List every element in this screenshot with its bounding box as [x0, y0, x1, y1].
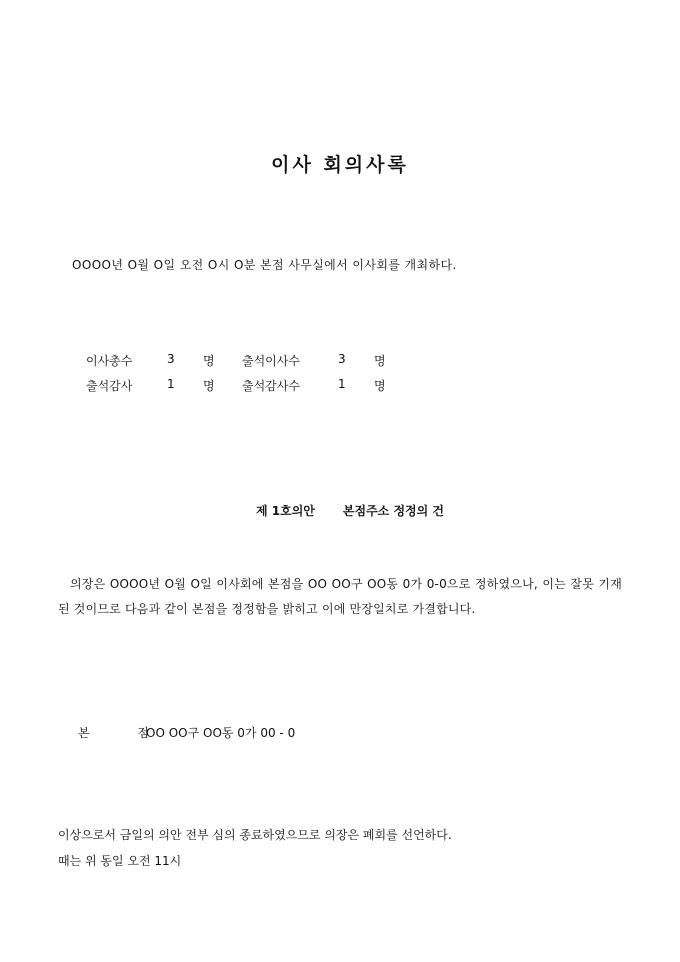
headquarters-label: 본 점	[78, 726, 171, 740]
agenda-body: 의장은 OOOO년 O월 O일 이사회에 본점을 OO OO구 OO동 0가 0-0으로 정하였으나, 이는 잘못 기재된 것이므로 다음과 같이 본점을 정정함을 밝히고 이에 만장일치로 가결합니다.	[58, 577, 622, 616]
attendance-label: 출석이사수	[242, 354, 300, 368]
attendance-unit: 명	[374, 354, 386, 368]
attendance-row	[0, 377, 680, 402]
closing-statement	[58, 822, 452, 874]
headquarters-address: OO OO구 OO동 0가 00 - 0	[146, 726, 296, 740]
attendance-value: 3	[167, 352, 175, 366]
attendance-value: 1	[338, 377, 346, 391]
closing-line: 이상으로서 금일의 의안 전부 심의 종료하였으므로 의장은 폐회를 선언하다.	[58, 828, 452, 842]
attendance-unit: 명	[203, 379, 215, 393]
attendance-row	[0, 352, 680, 377]
agenda-heading	[0, 502, 680, 519]
attendance-unit: 명	[374, 379, 386, 393]
attendance-label: 이사총수	[86, 354, 133, 368]
attendance-value: 3	[338, 352, 346, 366]
headquarters-line	[78, 724, 295, 741]
attendance-value: 1	[167, 377, 175, 391]
attendance-table	[0, 352, 680, 402]
closing-time: 때는 위 동일 오전 11시	[58, 854, 182, 868]
agenda-number: 제 1호의안	[256, 504, 315, 518]
meeting-intro: OOOO년 O월 O일 오전 O시 O분 본점 사무실에서 이사회를 개최하다.	[72, 258, 457, 272]
page-title: 이사 회의사록	[271, 154, 409, 176]
agenda-subject: 본점주소 정정의 건	[342, 504, 444, 518]
attendance-unit: 명	[203, 354, 215, 368]
attendance-label: 출석감사	[86, 379, 133, 393]
attendance-label: 출석감사수	[242, 379, 300, 393]
